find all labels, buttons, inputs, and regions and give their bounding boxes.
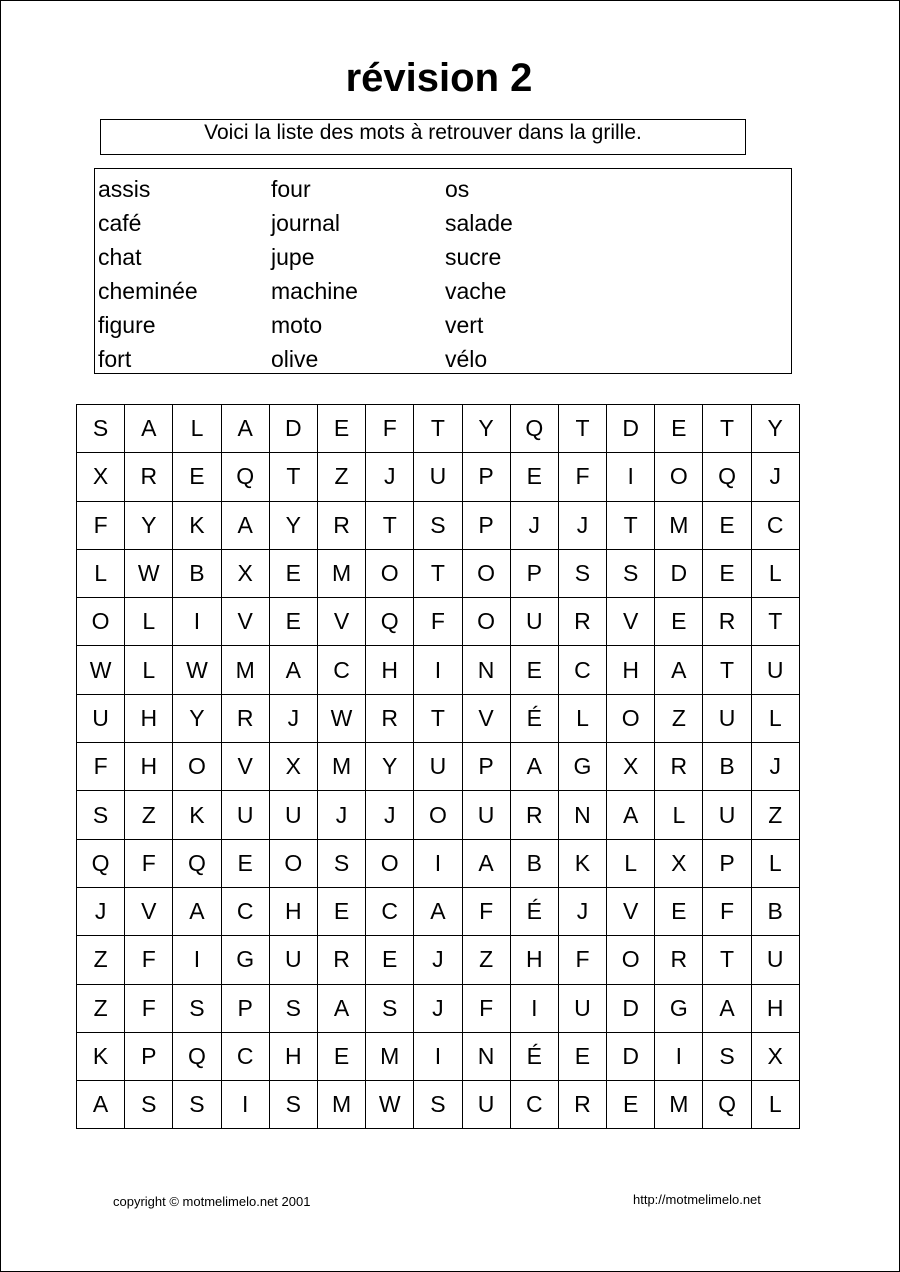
grid-cell: T xyxy=(366,501,414,549)
grid-cell: J xyxy=(269,694,317,742)
grid-cell: L xyxy=(655,791,703,839)
grid-cell: H xyxy=(269,1032,317,1080)
grid-cell: F xyxy=(414,598,462,646)
grid-row xyxy=(77,549,800,597)
word-list-item: café xyxy=(98,210,142,236)
grid-cell: V xyxy=(125,887,173,935)
grid-cell: Q xyxy=(703,1081,751,1129)
grid-cell: T xyxy=(607,501,655,549)
grid-cell: I xyxy=(414,1032,462,1080)
word-list-item: vache xyxy=(445,278,507,304)
grid-cell: O xyxy=(607,936,655,984)
grid-row xyxy=(77,1081,800,1129)
grid-cell: I xyxy=(414,839,462,887)
grid-cell: P xyxy=(125,1032,173,1080)
grid-cell: E xyxy=(221,839,269,887)
grid-cell: M xyxy=(221,646,269,694)
word-list-item: journal xyxy=(271,210,341,236)
grid-cell: Y xyxy=(173,694,221,742)
grid-row xyxy=(77,405,800,453)
grid-row xyxy=(77,743,800,791)
grid-row xyxy=(77,936,800,984)
grid-cell: U xyxy=(703,694,751,742)
grid-cell: W xyxy=(366,1081,414,1129)
grid-cell: S xyxy=(173,984,221,1032)
word-list-item: fort xyxy=(98,346,132,372)
grid-cell: A xyxy=(221,501,269,549)
grid-cell: Y xyxy=(366,743,414,791)
grid-cell: W xyxy=(125,549,173,597)
grid-cell: U xyxy=(462,1081,510,1129)
grid-row xyxy=(77,887,800,935)
grid-cell: H xyxy=(269,887,317,935)
grid-cell: Q xyxy=(510,405,558,453)
grid-cell: R xyxy=(317,936,365,984)
grid-row xyxy=(77,791,800,839)
grid-cell: I xyxy=(414,646,462,694)
word-list-item: moto xyxy=(271,312,323,338)
grid-cell: K xyxy=(173,501,221,549)
grid-cell: M xyxy=(655,1081,703,1129)
grid-cell: O xyxy=(462,598,510,646)
grid-cell: S xyxy=(414,1081,462,1129)
grid-cell: F xyxy=(462,887,510,935)
grid-cell: A xyxy=(607,791,655,839)
grid-cell: E xyxy=(703,501,751,549)
grid-cell: O xyxy=(414,791,462,839)
grid-cell: S xyxy=(77,405,125,453)
grid-cell: M xyxy=(366,1032,414,1080)
word-list-item: vélo xyxy=(445,346,488,372)
grid-cell: Q xyxy=(173,839,221,887)
grid-cell: O xyxy=(366,839,414,887)
grid-cell: T xyxy=(703,936,751,984)
grid-cell: G xyxy=(221,936,269,984)
grid-cell: S xyxy=(317,839,365,887)
grid-cell: U xyxy=(510,598,558,646)
instruction-box: Voici la liste des mots à retrouver dans la grille. xyxy=(100,119,746,155)
grid-cell: R xyxy=(221,694,269,742)
grid-cell: Z xyxy=(655,694,703,742)
grid-cell: R xyxy=(655,743,703,791)
grid-cell: É xyxy=(510,1032,558,1080)
grid-cell: R xyxy=(655,936,703,984)
grid-cell: L xyxy=(558,694,606,742)
grid-cell: K xyxy=(173,791,221,839)
grid-cell: Z xyxy=(77,984,125,1032)
grid-cell: T xyxy=(269,453,317,501)
grid-cell: U xyxy=(77,694,125,742)
grid-cell: O xyxy=(366,549,414,597)
grid-cell: Z xyxy=(317,453,365,501)
grid-cell: A xyxy=(125,405,173,453)
grid-cell: Z xyxy=(125,791,173,839)
grid-cell: É xyxy=(510,694,558,742)
word-list-item: assis xyxy=(98,176,151,202)
grid-cell: C xyxy=(751,501,799,549)
grid-cell: S xyxy=(366,984,414,1032)
grid-cell: R xyxy=(558,1081,606,1129)
grid-cell: U xyxy=(751,936,799,984)
grid-cell: D xyxy=(607,1032,655,1080)
grid-cell: E xyxy=(366,936,414,984)
grid-cell: X xyxy=(221,549,269,597)
grid-cell: Y xyxy=(269,501,317,549)
grid-cell: I xyxy=(173,936,221,984)
grid-cell: D xyxy=(607,405,655,453)
grid-cell: I xyxy=(510,984,558,1032)
grid-cell: T xyxy=(558,405,606,453)
grid-cell: I xyxy=(607,453,655,501)
footer-url: http://motmelimelo.net xyxy=(633,1192,761,1207)
grid-cell: Y xyxy=(751,405,799,453)
word-list-item: chat xyxy=(98,244,142,270)
grid-row xyxy=(77,598,800,646)
grid-cell: L xyxy=(751,1081,799,1129)
grid-cell: E xyxy=(317,1032,365,1080)
grid-cell: V xyxy=(607,887,655,935)
page-title: révision 2 xyxy=(345,56,533,100)
grid-cell: F xyxy=(703,887,751,935)
grid-cell: L xyxy=(125,646,173,694)
grid-cell: É xyxy=(510,887,558,935)
grid-cell: O xyxy=(77,598,125,646)
grid-cell: X xyxy=(607,743,655,791)
word-search-grid xyxy=(76,404,800,1129)
grid-cell: J xyxy=(77,887,125,935)
grid-row xyxy=(77,839,800,887)
grid-cell: E xyxy=(510,646,558,694)
grid-cell: C xyxy=(558,646,606,694)
grid-row xyxy=(77,453,800,501)
grid-cell: R xyxy=(125,453,173,501)
grid-cell: T xyxy=(414,694,462,742)
grid-cell: E xyxy=(703,549,751,597)
grid-cell: H xyxy=(607,646,655,694)
grid-cell: J xyxy=(317,791,365,839)
grid-cell: J xyxy=(558,501,606,549)
grid-cell: V xyxy=(221,743,269,791)
grid-cell: T xyxy=(703,405,751,453)
grid-cell: Z xyxy=(751,791,799,839)
grid-cell: B xyxy=(703,743,751,791)
grid-cell: S xyxy=(607,549,655,597)
grid-cell: S xyxy=(269,984,317,1032)
grid-row xyxy=(77,646,800,694)
grid-cell: E xyxy=(558,1032,606,1080)
grid-cell: R xyxy=(703,598,751,646)
grid-cell: H xyxy=(366,646,414,694)
word-list-item: figure xyxy=(98,312,156,338)
grid-cell: O xyxy=(173,743,221,791)
grid-cell: Y xyxy=(462,405,510,453)
grid-cell: A xyxy=(414,887,462,935)
word-list-item: machine xyxy=(271,278,358,304)
grid-cell: W xyxy=(317,694,365,742)
grid-cell: A xyxy=(510,743,558,791)
grid-cell: I xyxy=(221,1081,269,1129)
grid-cell: E xyxy=(655,887,703,935)
grid-cell: G xyxy=(655,984,703,1032)
grid-cell: E xyxy=(317,405,365,453)
grid-cell: M xyxy=(655,501,703,549)
grid-cell: Q xyxy=(173,1032,221,1080)
grid-cell: O xyxy=(269,839,317,887)
grid-cell: U xyxy=(558,984,606,1032)
grid-cell: A xyxy=(77,1081,125,1129)
grid-cell: M xyxy=(317,549,365,597)
grid-cell: D xyxy=(269,405,317,453)
grid-cell: E xyxy=(317,887,365,935)
grid-cell: H xyxy=(125,694,173,742)
grid-cell: R xyxy=(510,791,558,839)
grid-cell: S xyxy=(77,791,125,839)
grid-cell: N xyxy=(462,646,510,694)
grid-cell: A xyxy=(221,405,269,453)
grid-cell: S xyxy=(173,1081,221,1129)
grid-cell: E xyxy=(269,598,317,646)
grid-cell: L xyxy=(751,694,799,742)
grid-cell: B xyxy=(173,549,221,597)
grid-cell: O xyxy=(462,549,510,597)
grid-cell: U xyxy=(462,791,510,839)
grid-cell: B xyxy=(751,887,799,935)
grid-cell: J xyxy=(558,887,606,935)
grid-cell: L xyxy=(751,549,799,597)
grid-cell: X xyxy=(655,839,703,887)
grid-cell: F xyxy=(77,743,125,791)
grid-cell: L xyxy=(77,549,125,597)
grid-cell: A xyxy=(269,646,317,694)
grid-cell: A xyxy=(317,984,365,1032)
grid-cell: A xyxy=(655,646,703,694)
grid-cell: F xyxy=(125,936,173,984)
grid-cell: H xyxy=(751,984,799,1032)
word-list-item: vert xyxy=(445,312,484,338)
grid-cell: N xyxy=(558,791,606,839)
grid-cell: T xyxy=(703,646,751,694)
grid-cell: P xyxy=(462,501,510,549)
grid-cell: Q xyxy=(366,598,414,646)
grid-cell: U xyxy=(221,791,269,839)
grid-cell: X xyxy=(751,1032,799,1080)
grid-cell: F xyxy=(462,984,510,1032)
grid-cell: C xyxy=(221,1032,269,1080)
grid-cell: C xyxy=(510,1081,558,1129)
grid-cell: M xyxy=(317,743,365,791)
grid-cell: S xyxy=(414,501,462,549)
grid-cell: E xyxy=(655,405,703,453)
grid-cell: S xyxy=(125,1081,173,1129)
grid-cell: X xyxy=(269,743,317,791)
grid-cell: C xyxy=(366,887,414,935)
grid-cell: Q xyxy=(77,839,125,887)
grid-cell: V xyxy=(607,598,655,646)
grid-cell: U xyxy=(414,743,462,791)
grid-cell: L xyxy=(751,839,799,887)
grid-cell: R xyxy=(558,598,606,646)
grid-cell: F xyxy=(125,984,173,1032)
grid-cell: L xyxy=(173,405,221,453)
word-list-item: four xyxy=(271,176,311,202)
grid-cell: R xyxy=(366,694,414,742)
grid-cell: Q xyxy=(703,453,751,501)
grid-cell: U xyxy=(414,453,462,501)
grid-cell: Z xyxy=(462,936,510,984)
grid-cell: J xyxy=(366,791,414,839)
grid-cell: N xyxy=(462,1032,510,1080)
word-list-item: salade xyxy=(445,210,513,236)
grid-cell: E xyxy=(607,1081,655,1129)
grid-cell: J xyxy=(751,743,799,791)
grid-cell: J xyxy=(751,453,799,501)
grid-cell: E xyxy=(655,598,703,646)
grid-cell: E xyxy=(173,453,221,501)
word-list-item: sucre xyxy=(445,244,502,270)
grid-cell: A xyxy=(703,984,751,1032)
grid-cell: K xyxy=(77,1032,125,1080)
grid-cell: O xyxy=(607,694,655,742)
word-list-item: cheminée xyxy=(98,278,198,304)
grid-row xyxy=(77,1032,800,1080)
grid-cell: U xyxy=(269,936,317,984)
grid-cell: F xyxy=(558,936,606,984)
grid-cell: L xyxy=(607,839,655,887)
grid-cell: P xyxy=(462,743,510,791)
grid-cell: H xyxy=(510,936,558,984)
grid-cell: T xyxy=(414,405,462,453)
word-list-item: olive xyxy=(271,346,319,372)
grid-cell: P xyxy=(462,453,510,501)
grid-cell: V xyxy=(317,598,365,646)
grid-cell: D xyxy=(607,984,655,1032)
grid-cell: E xyxy=(269,549,317,597)
grid-cell: T xyxy=(414,549,462,597)
grid-cell: J xyxy=(414,936,462,984)
grid-cell: Y xyxy=(125,501,173,549)
grid-row xyxy=(77,694,800,742)
grid-cell: F xyxy=(366,405,414,453)
grid-cell: I xyxy=(655,1032,703,1080)
grid-cell: S xyxy=(703,1032,751,1080)
grid-cell: F xyxy=(125,839,173,887)
grid-row xyxy=(77,501,800,549)
grid-cell: J xyxy=(414,984,462,1032)
grid-cell: G xyxy=(558,743,606,791)
grid-cell: V xyxy=(462,694,510,742)
word-list-box xyxy=(94,168,792,374)
grid-cell: X xyxy=(77,453,125,501)
word-list-item: os xyxy=(445,176,470,202)
grid-cell: P xyxy=(221,984,269,1032)
grid-cell: H xyxy=(125,743,173,791)
grid-cell: W xyxy=(173,646,221,694)
copyright-notice: copyright © motmelimelo.net 2001 xyxy=(113,1194,311,1209)
grid-cell: U xyxy=(269,791,317,839)
grid-cell: A xyxy=(462,839,510,887)
grid-cell: Z xyxy=(77,936,125,984)
grid-cell: B xyxy=(510,839,558,887)
word-list-item: jupe xyxy=(271,244,315,270)
grid-cell: K xyxy=(558,839,606,887)
grid-cell: O xyxy=(655,453,703,501)
grid-cell: V xyxy=(221,598,269,646)
grid-cell: F xyxy=(558,453,606,501)
grid-cell: A xyxy=(173,887,221,935)
grid-cell: D xyxy=(655,549,703,597)
grid-cell: C xyxy=(221,887,269,935)
grid-row xyxy=(77,984,800,1032)
grid-cell: S xyxy=(269,1081,317,1129)
grid-cell: J xyxy=(366,453,414,501)
grid-cell: Q xyxy=(221,453,269,501)
grid-cell: P xyxy=(510,549,558,597)
grid-cell: U xyxy=(751,646,799,694)
grid-cell: I xyxy=(173,598,221,646)
grid-cell: U xyxy=(703,791,751,839)
grid-cell: S xyxy=(558,549,606,597)
grid-cell: T xyxy=(751,598,799,646)
grid-cell: R xyxy=(317,501,365,549)
grid-cell: F xyxy=(77,501,125,549)
grid-cell: P xyxy=(703,839,751,887)
grid-cell: M xyxy=(317,1081,365,1129)
grid-cell: J xyxy=(510,501,558,549)
grid-cell: C xyxy=(317,646,365,694)
grid-cell: E xyxy=(510,453,558,501)
grid-cell: W xyxy=(77,646,125,694)
grid-cell: L xyxy=(125,598,173,646)
